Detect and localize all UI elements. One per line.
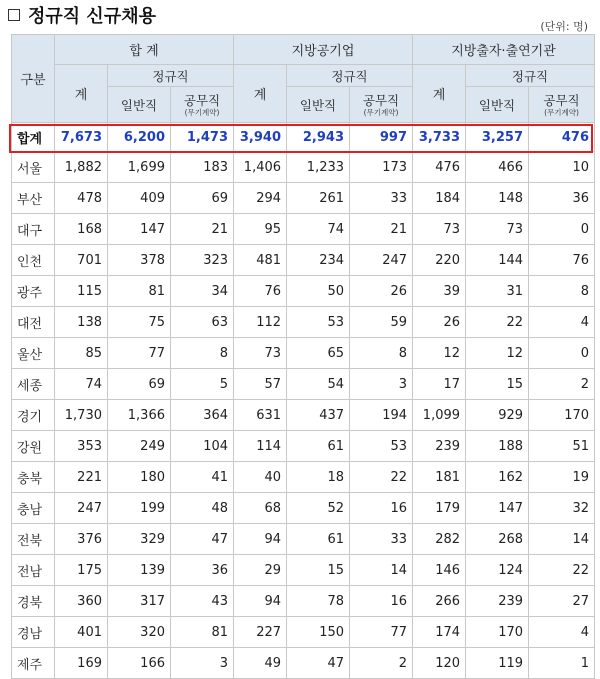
value-cell: 43 — [171, 586, 234, 617]
value-cell: 112 — [234, 307, 287, 338]
value-cell: 2,943 — [287, 123, 350, 152]
value-cell: 85 — [55, 338, 108, 369]
table-row-total — [12, 123, 595, 152]
total-col-header: 계 — [234, 65, 287, 123]
region-cell: 울산 — [12, 338, 55, 369]
value-cell: 5 — [171, 369, 234, 400]
region-cell: 광주 — [12, 276, 55, 307]
value-cell: 32 — [529, 493, 595, 524]
value-cell: 12 — [466, 338, 529, 369]
value-cell: 77 — [350, 617, 413, 648]
group-header-local-corp: 지방공기업 — [234, 35, 413, 65]
value-cell: 34 — [171, 276, 234, 307]
civil-col-label: 공무직 — [362, 92, 400, 108]
group-header-local-agency: 지방출자·출연기관 — [413, 35, 595, 65]
value-cell: 1,099 — [413, 400, 466, 431]
value-cell: 150 — [287, 617, 350, 648]
table-row — [12, 400, 595, 431]
value-cell: 1,366 — [108, 400, 171, 431]
value-cell: 50 — [287, 276, 350, 307]
region-cell: 강원 — [12, 431, 55, 462]
value-cell: 183 — [171, 152, 234, 183]
value-cell: 68 — [234, 493, 287, 524]
value-cell: 36 — [529, 183, 595, 214]
value-cell: 26 — [413, 307, 466, 338]
value-cell: 249 — [108, 431, 171, 462]
value-cell: 52 — [287, 493, 350, 524]
value-cell: 247 — [55, 493, 108, 524]
value-cell: 6,200 — [108, 123, 171, 152]
value-cell: 239 — [466, 586, 529, 617]
value-cell: 481 — [234, 245, 287, 276]
region-cell: 경기 — [12, 400, 55, 431]
regular-col-header: 정규직 — [466, 65, 595, 87]
region-cell: 세종 — [12, 369, 55, 400]
value-cell: 170 — [529, 400, 595, 431]
region-cell: 경남 — [12, 617, 55, 648]
value-cell: 21 — [350, 214, 413, 245]
value-cell: 175 — [55, 555, 108, 586]
value-cell: 701 — [55, 245, 108, 276]
value-cell: 3 — [171, 648, 234, 679]
region-cell: 대구 — [12, 214, 55, 245]
value-cell: 7,673 — [55, 123, 108, 152]
value-cell: 95 — [234, 214, 287, 245]
value-cell: 317 — [108, 586, 171, 617]
value-cell: 124 — [466, 555, 529, 586]
value-cell: 73 — [413, 214, 466, 245]
value-cell: 14 — [350, 555, 413, 586]
value-cell: 378 — [108, 245, 171, 276]
value-cell: 3,733 — [413, 123, 466, 152]
value-cell: 239 — [413, 431, 466, 462]
value-cell: 74 — [287, 214, 350, 245]
value-cell: 104 — [171, 431, 234, 462]
value-cell: 282 — [413, 524, 466, 555]
value-cell: 36 — [171, 555, 234, 586]
value-cell: 0 — [529, 214, 595, 245]
value-cell: 81 — [108, 276, 171, 307]
value-cell: 73 — [466, 214, 529, 245]
table-row — [12, 617, 595, 648]
value-cell: 261 — [287, 183, 350, 214]
value-cell: 234 — [287, 245, 350, 276]
value-cell: 227 — [234, 617, 287, 648]
value-cell: 47 — [287, 648, 350, 679]
table-row — [12, 586, 595, 617]
value-cell: 353 — [55, 431, 108, 462]
value-cell: 78 — [287, 586, 350, 617]
value-cell: 174 — [413, 617, 466, 648]
value-cell: 94 — [234, 586, 287, 617]
civil-col-header — [529, 87, 595, 123]
value-cell: 409 — [108, 183, 171, 214]
value-cell: 4 — [529, 617, 595, 648]
value-cell: 466 — [466, 152, 529, 183]
value-cell: 221 — [55, 462, 108, 493]
value-cell: 61 — [287, 524, 350, 555]
value-cell: 180 — [108, 462, 171, 493]
value-cell: 184 — [413, 183, 466, 214]
value-cell: 138 — [55, 307, 108, 338]
table-row — [12, 214, 595, 245]
total-col-header: 계 — [55, 65, 108, 123]
unit-label: (단위: 명) — [540, 20, 588, 33]
value-cell: 266 — [413, 586, 466, 617]
title-text: 정규직 신규채용 — [28, 6, 156, 27]
value-cell: 12 — [413, 338, 466, 369]
value-cell: 329 — [108, 524, 171, 555]
region-cell: 전북 — [12, 524, 55, 555]
value-cell: 81 — [171, 617, 234, 648]
value-cell: 147 — [466, 493, 529, 524]
value-cell: 437 — [287, 400, 350, 431]
table-row — [12, 462, 595, 493]
table-row — [12, 245, 595, 276]
value-cell: 294 — [234, 183, 287, 214]
value-cell: 22 — [466, 307, 529, 338]
value-cell: 0 — [529, 338, 595, 369]
regular-col-header: 정규직 — [287, 65, 413, 87]
region-cell: 충북 — [12, 462, 55, 493]
value-cell: 1,473 — [171, 123, 234, 152]
value-cell: 162 — [466, 462, 529, 493]
value-cell: 1,699 — [108, 152, 171, 183]
value-cell: 194 — [350, 400, 413, 431]
table-row — [12, 369, 595, 400]
regular-col-header: 정규직 — [108, 65, 234, 87]
value-cell: 478 — [55, 183, 108, 214]
region-cell: 합계 — [12, 123, 55, 152]
value-cell: 4 — [529, 307, 595, 338]
value-cell: 3,257 — [466, 123, 529, 152]
value-cell: 220 — [413, 245, 466, 276]
value-cell: 17 — [413, 369, 466, 400]
region-cell: 제주 — [12, 648, 55, 679]
value-cell: 69 — [108, 369, 171, 400]
value-cell: 69 — [171, 183, 234, 214]
value-cell: 15 — [466, 369, 529, 400]
value-cell: 376 — [55, 524, 108, 555]
value-cell: 29 — [234, 555, 287, 586]
value-cell: 148 — [466, 183, 529, 214]
value-cell: 323 — [171, 245, 234, 276]
region-cell: 인천 — [12, 245, 55, 276]
value-cell: 169 — [55, 648, 108, 679]
value-cell: 77 — [108, 338, 171, 369]
value-cell: 10 — [529, 152, 595, 183]
value-cell: 146 — [413, 555, 466, 586]
value-cell: 247 — [350, 245, 413, 276]
civil-col-header — [171, 87, 234, 123]
value-cell: 144 — [466, 245, 529, 276]
table-body — [12, 123, 595, 679]
value-cell: 360 — [55, 586, 108, 617]
value-cell: 476 — [529, 123, 595, 152]
value-cell: 18 — [287, 462, 350, 493]
value-cell: 76 — [234, 276, 287, 307]
page-title — [8, 2, 156, 28]
value-cell: 33 — [350, 183, 413, 214]
value-cell: 14 — [529, 524, 595, 555]
value-cell: 401 — [55, 617, 108, 648]
value-cell: 26 — [350, 276, 413, 307]
value-cell: 3 — [350, 369, 413, 400]
value-cell: 8 — [529, 276, 595, 307]
civil-col-label: 공무직 — [183, 92, 221, 108]
value-cell: 74 — [55, 369, 108, 400]
value-cell: 54 — [287, 369, 350, 400]
value-cell: 168 — [55, 214, 108, 245]
table-header — [12, 35, 595, 123]
value-cell: 173 — [350, 152, 413, 183]
value-cell: 997 — [350, 123, 413, 152]
value-cell: 179 — [413, 493, 466, 524]
value-cell: 3,940 — [234, 123, 287, 152]
value-cell: 114 — [234, 431, 287, 462]
value-cell: 1 — [529, 648, 595, 679]
value-cell: 1,406 — [234, 152, 287, 183]
value-cell: 22 — [529, 555, 595, 586]
value-cell: 929 — [466, 400, 529, 431]
value-cell: 48 — [171, 493, 234, 524]
table-row — [12, 555, 595, 586]
region-cell: 충남 — [12, 493, 55, 524]
table-row — [12, 524, 595, 555]
table-row — [12, 648, 595, 679]
civil-col-label: 공무직 — [543, 92, 580, 108]
value-cell: 170 — [466, 617, 529, 648]
value-cell: 39 — [413, 276, 466, 307]
general-col-header: 일반직 — [108, 87, 171, 123]
value-cell: 199 — [108, 493, 171, 524]
table-row — [12, 338, 595, 369]
value-cell: 364 — [171, 400, 234, 431]
value-cell: 19 — [529, 462, 595, 493]
value-cell: 75 — [108, 307, 171, 338]
region-cell: 대전 — [12, 307, 55, 338]
hiring-table — [11, 34, 595, 679]
value-cell: 120 — [413, 648, 466, 679]
value-cell: 188 — [466, 431, 529, 462]
value-cell: 115 — [55, 276, 108, 307]
value-cell: 94 — [234, 524, 287, 555]
civil-col-header — [350, 87, 413, 123]
value-cell: 31 — [466, 276, 529, 307]
value-cell: 1,882 — [55, 152, 108, 183]
value-cell: 16 — [350, 586, 413, 617]
value-cell: 65 — [287, 338, 350, 369]
value-cell: 57 — [234, 369, 287, 400]
value-cell: 63 — [171, 307, 234, 338]
value-cell: 320 — [108, 617, 171, 648]
value-cell: 41 — [171, 462, 234, 493]
value-cell: 147 — [108, 214, 171, 245]
table-row — [12, 183, 595, 214]
general-col-header: 일반직 — [466, 87, 529, 123]
table-row — [12, 431, 595, 462]
value-cell: 181 — [413, 462, 466, 493]
civil-col-note: (무기계약) — [363, 107, 399, 117]
value-cell: 15 — [287, 555, 350, 586]
value-cell: 27 — [529, 586, 595, 617]
value-cell: 73 — [234, 338, 287, 369]
value-cell: 2 — [350, 648, 413, 679]
value-cell: 40 — [234, 462, 287, 493]
value-cell: 33 — [350, 524, 413, 555]
value-cell: 47 — [171, 524, 234, 555]
value-cell: 16 — [350, 493, 413, 524]
value-cell: 21 — [171, 214, 234, 245]
value-cell: 1,730 — [55, 400, 108, 431]
table-row — [12, 493, 595, 524]
checkbox-square-icon — [8, 9, 20, 21]
region-cell: 부산 — [12, 183, 55, 214]
civil-col-note: (무기계약) — [184, 107, 220, 117]
value-cell: 51 — [529, 431, 595, 462]
value-cell: 8 — [350, 338, 413, 369]
value-cell: 631 — [234, 400, 287, 431]
value-cell: 1,233 — [287, 152, 350, 183]
value-cell: 476 — [413, 152, 466, 183]
region-cell: 경북 — [12, 586, 55, 617]
total-col-header: 계 — [413, 65, 466, 123]
value-cell: 59 — [350, 307, 413, 338]
value-cell: 76 — [529, 245, 595, 276]
general-col-header: 일반직 — [287, 87, 350, 123]
value-cell: 61 — [287, 431, 350, 462]
value-cell: 22 — [350, 462, 413, 493]
table-row — [12, 276, 595, 307]
value-cell: 53 — [350, 431, 413, 462]
value-cell: 166 — [108, 648, 171, 679]
value-cell: 119 — [466, 648, 529, 679]
region-cell: 서울 — [12, 152, 55, 183]
value-cell: 8 — [171, 338, 234, 369]
value-cell: 49 — [234, 648, 287, 679]
region-cell: 전남 — [12, 555, 55, 586]
table-row — [12, 307, 595, 338]
region-header: 구분 — [12, 35, 55, 123]
value-cell: 2 — [529, 369, 595, 400]
civil-col-note: (무기계약) — [544, 107, 579, 117]
group-header-total: 합 계 — [55, 35, 234, 65]
table-row — [12, 152, 595, 183]
value-cell: 268 — [466, 524, 529, 555]
value-cell: 139 — [108, 555, 171, 586]
value-cell: 53 — [287, 307, 350, 338]
